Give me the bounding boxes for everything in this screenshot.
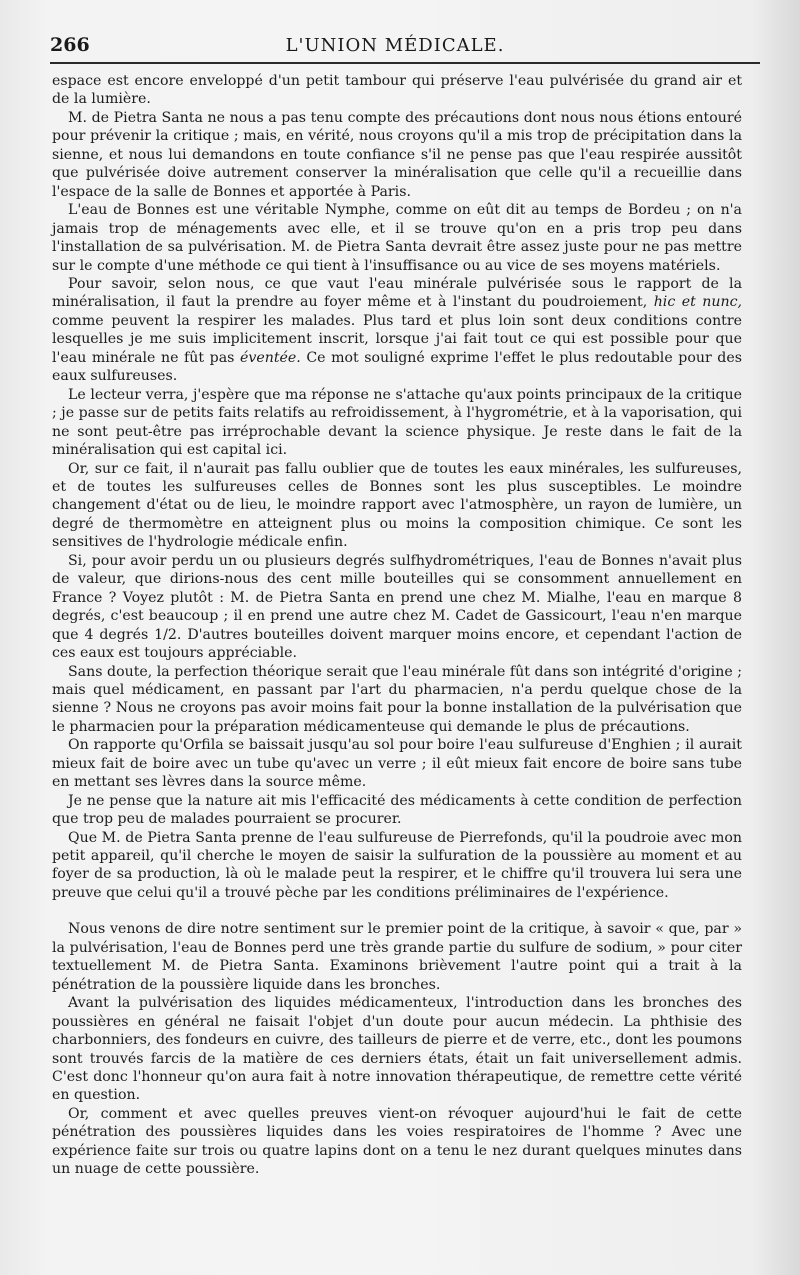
- paragraph: Pour savoir, selon nous, ce que vaut l'eau minérale pulvérisée sous le rapport de la minéralisation, il faut la prendre au foyer même et à l'instant du poudroiement, hic et nunc, comme peuvent la respirer les malades. Plus tard et plus loin sont deux conditions contre lesquelles je me suis implicitement inscrit, lorsque j'ai fait tout ce qui est possible pour que l'eau minérale ne fût pas éventée. Ce mot souligné exprime l'effet le plus redoutable pour des eaux sulfureuses.: [52, 275, 743, 385]
- running-title: L'UNION MÉDICALE.: [285, 35, 505, 56]
- paragraph: On rapporte qu'Orfila se baissait jusqu'au sol pour boire l'eau sulfureuse d'Enghien ; il aurait mieux fait de boire avec un tube qu'avec un verre ; il eût mieux fait encore de boire sans tube en mettant ses lèvres dans la source même.: [52, 737, 742, 791]
- paragraph: L'eau de Bonnes est une véritable Nymphe, comme on eût dit au temps de Bordeu ; on n'a jamais trop de ménagements avec elle, et il se trouve qu'on en a pris trop peu dans l'installation de sa pulvérisation. M. de Pietra Santa devrait être assez juste pour ne pas mettre sur le compte d'une méthode ce qui tient à l'insuffisance ou au vice de ses moyens matériels.: [52, 202, 742, 274]
- paragraph: Le lecteur verra, j'espère que ma réponse ne s'attache qu'aux points principaux de la critique ; je passe sur de petits faits relatifs au refroidissement, à l'hygrométrie, et à la vaporisation, qui ne sont peut-être pas irréprochable devant la science physique. Je reste dans le fait de la minéralisation qui est capital ici.: [52, 386, 742, 459]
- paragraph: Nous venons de dire notre sentiment sur le premier point de la critique, à savoir « que, par » la pulvérisation, l'eau de Bonnes perd une très grande partie du sulfure de sodium, » pour citer textuellement M. de Pietra Santa. Examinons brièvement l'autre point qui a trait à la pénétration de la poussière liquide dans les bronches.: [52, 921, 742, 993]
- paragraph: Or, comment et avec quelles preuves vient-on révoquer aujourd'hui le fait de cette pénétration des poussières liquides dans les voies respiratoires de l'homme ? Avec une expérience faite sur trois ou quatre lapins dont on a tenu le nez durant quelques minutes dans un nuage de cette poussière.: [52, 1105, 742, 1178]
- paragraph: Je ne pense que la nature ait mis l'efficacité des médicaments à cette condition de perfection que trop peu de malades pourraient se procurer.: [52, 792, 742, 828]
- body-text: [52, 72, 742, 1179]
- paragraph: Or, sur ce fait, il n'aurait pas fallu oublier que de toutes les eaux minérales, les sulfureuses, et de toutes les sulfureuses celles de Bonnes sont les plus susceptibles. Le moindre changement d'état ou de lieu, le moindre rapport avec l'atmosphère, un rayon de lumière, un degré de thermomètre en atteignent plus ou moins la composition chimique. Ce sont les sensitives de l'hydrologie médicale enfin.: [52, 460, 742, 551]
- paragraph: Que M. de Pietra Santa prenne de l'eau sulfureuse de Pierrefonds, qu'il la poudroie avec mon petit appareil, qu'il cherche le moyen de saisir la sulfuration de la poussière au moment et au foyer de sa production, là où le malade peut la respirer, et le chiffre qu'il trouvera lui sera une preuve que celui qu'il a trouvé pèche par les conditions préliminaires de l'expérience.: [52, 829, 742, 901]
- paragraph: espace est encore enveloppé d'un petit tambour qui préserve l'eau pulvérisée du grand air et de la lumière.: [52, 73, 742, 108]
- paragraph: Sans doute, la perfection théorique serait que l'eau minérale fût dans son intégrité d'origine ; mais quel médicament, en passant par l'art du pharmacien, n'a perdu quelque chose de la sienne ? Nous ne croyons pas avoir moins fait pour la bonne installation de la pulvérisation que le pharmacien pour la préparation médicamenteuse qui demande le plus de précautions.: [52, 663, 742, 735]
- paragraph: Si, pour avoir perdu un ou plusieurs degrés sulfhydrométriques, l'eau de Bonnes n'avait plus de valeur, que dirions-nous des cent mille bouteilles qui se consomment annuellement en France ? Voyez plutôt : M. de Pietra Santa en prend une chez M. Mialhe, l'eau en marque 8 degrés, c'est beaucoup ; il en prend une autre chez M. Cadet de Gassicourt, l'eau n'en marque que 4 degrés 1/2. D'autres bouteilles doivent marquer moins encore, et cependant l'action de ces eaux est toujours appréciable.: [52, 552, 742, 662]
- page-number: 266: [50, 34, 90, 56]
- page-header: [50, 22, 740, 56]
- paragraph: Avant la pulvérisation des liquides médicamenteux, l'introduction dans les bronches des poussières en général ne faisait l'objet d'un doute pour aucun médecin. La phthisie des charbonniers, des fondeurs en cuivre, des tailleurs de pierre et de verre, etc., dont les poumons sont trouvés farcis de la matière de ces derniers états, était un fait universellement admis. C'est donc l'honneur qu'on aura fait à notre innovation thérapeutique, de remettre cette vérité en question.: [52, 995, 742, 1104]
- paragraph: M. de Pietra Santa ne nous a pas tenu compte des précautions dont nous nous étions entouré pour prévenir la critique ; mais, en vérité, nous croyons qu'il a mis trop de précipitation dans la sienne, et nous lui demandons en toute confiance s'il ne pense pas que l'eau respirée aussitôt que pulvérisée doive autrement conserver la minéralisation que celle qu'il a recueillie dans l'espace de la salle de Bonnes et apportée à Paris.: [52, 109, 742, 200]
- italic-phrase: hic et nunc,: [653, 294, 743, 311]
- header-rule: [50, 62, 760, 64]
- italic-phrase: éventée.: [239, 349, 301, 366]
